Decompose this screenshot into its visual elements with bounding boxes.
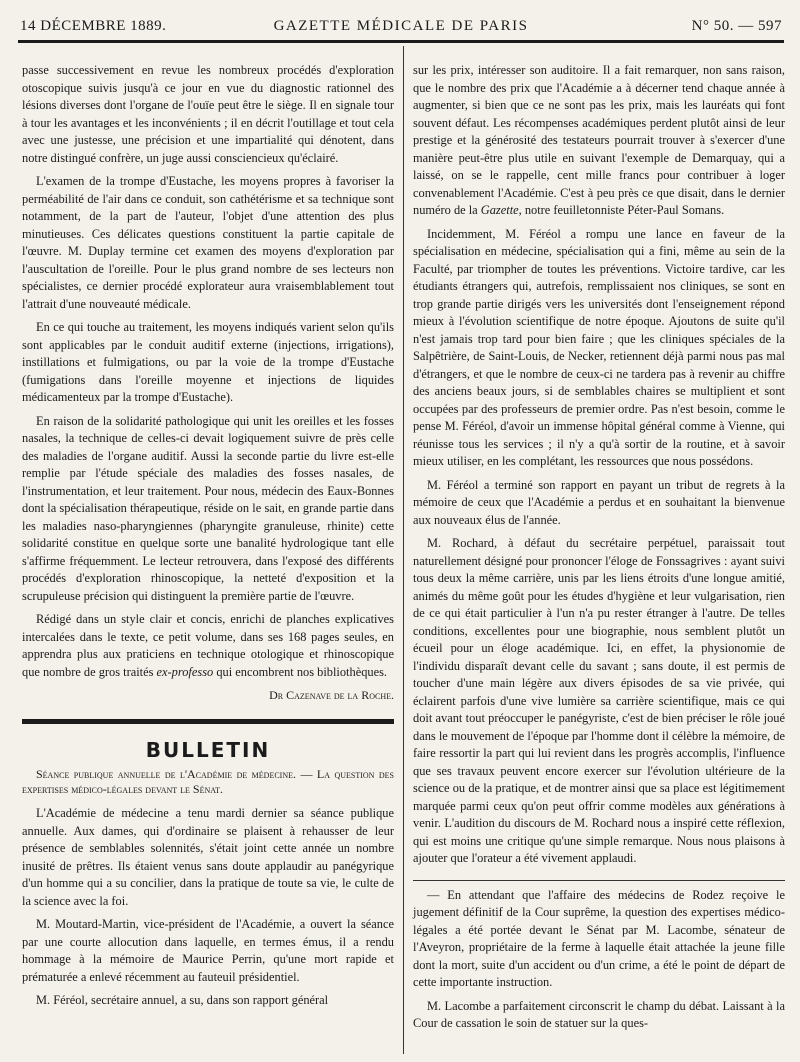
paragraph: M. Rochard, à défaut du secrétaire perpétuel, paraissait tout naturellement désigné pour prononcer l'éloge de Fonssagrives : ayant suivi tous deux la même carrière, unis par les liens étroits d'une longue amitié, animés du même goût pour les études d'hygiène et leur vulgarisation, rien de ce qui était particulier à l'un n'a pu rester étranger à l'autre. De telles conditions, excellentes pour une biographie, nous semblent plutôt un écueil pour un éloge académique. Ici, en effet, la physionomie de l'individu disparaît devant celle du savant ; sans doute, il est permis de toucher d'une main légère aux divers épisodes de sa vie privée, qui éclairent parfois d'une vive lumière sa carrière scientifique, mais ce qui doit avant tout préoccuper le panégyriste, c'est de bien préciser le rôle joué dans le mouvement de l'époque par l'homme dont il célèbre la mémoire, de faire ressortir la part qui lui revient dans les progrès accomplis, l'influence que ses travaux peuvent encore exercer sur l'évolution ultérieure de la science ou de la pratique, et de montrer ainsi que sa place est légitimement marquée parmi ceux qu'on peut offrir comme modèles aux générations à venir. L'audition du discours de M. Rochard nous a inspiré cette réflexion, qui est moins une critique qu'une simple remarque. Nous nous plaisons à ajouter que l'orateur a été vivement applaudi.	[413, 536, 785, 865]
paragraph	[22, 611, 394, 681]
italic-run: Gazette	[480, 203, 519, 217]
section-rule	[22, 719, 394, 724]
author-signature: Dr Cazenave de la Roche.	[269, 688, 394, 702]
page-header	[20, 16, 782, 40]
text-run: , notre feuilletonniste Péter-Paul Somans.	[518, 203, 725, 217]
header-date: 14 DÉCEMBRE 1889.	[20, 18, 167, 34]
paragraph: M. Lacombe a parfaitement circonscrit le champ du débat. Laissant à la Cour de cassation le soin de statuer sur la ques-	[413, 998, 785, 1030]
paragraph	[413, 62, 785, 220]
header-title: GAZETTE MÉDICALE DE PARIS	[273, 18, 529, 34]
paragraph: — En attendant que l'affaire des médecins de Rodez reçoive le jugement définitif de la Cour suprême, la question des expertises médico-légales a été portée devant le Sénat par M. Lacombe, sénateur de l'Aveyron, propriétaire de la ferme à laquelle était attachée la jeune fille dont la mort, suite d'un accident ou d'un crime, a été le point de départ de cette importante instruction.	[413, 887, 785, 989]
text-run: qui encombrent nos bibliothèques.	[213, 664, 388, 679]
paragraph: M. Moutard-Martin, vice-président de l'Académie, a ouvert la séance par une courte allocution dans laquelle, en termes émus, il a rendu hommage à la mémoire de Maurice Perrin, qu'une mort rapide et prématurée a enlevé récemment au fauteuil présidentiel.	[22, 917, 394, 984]
bulletin-subheading: Séance publique annuelle de l'Académie de médecine. — La question des expertises médico-légales devant le Sénat.	[22, 767, 394, 796]
column-divider	[403, 46, 404, 1054]
section-rule	[413, 880, 785, 881]
paragraph: En ce qui touche au traitement, les moyens indiqués varient selon qu'ils sont applicables par le conduit auditif externe (injections, irrigations), instillations et fulmigations, ou par la voie de la trompe d'Eustache (fumigations dans l'oreille moyenne et injections de liquides médicamenteux par la trompe d'Eustache).	[22, 320, 394, 404]
text-run: Rédigé dans un style clair et concis, enrichi de planches explicatives intercalées dans le texte, ce petit volume, dans ses 168 pages seules, en apprendra plus aux praticiens en technique otologique et rhinoscopique que nombre de gros traités	[22, 612, 394, 679]
paragraph: En raison de la solidarité pathologique qui unit les oreilles et les fosses nasales, la technique de celles-ci devait logiquement suivre de près celle des maladies de l'organe auditif. Aussi la seconde partie du livre est-elle remplie par l'étude spéciale des maladies des fosses nasales, de l'instrumentation, et leur traitement. Pour nous, médecin des Eaux-Bonnes dont la spécialisation thérapeutique, réside on le sait, en grande partie dans les maladies naso-pharyngiennes (pharyngite granuleuse, rhinite) cette solidarité constitue en quelque sorte une banalité hydrologique tant elle s'affirme fréquemment. Le lecteur retrouvera, dans l'exposé des différents procédés d'exploration rhinoscopique, la netteté d'exposition et la scrupuleuse précision qui distinguent la première partie de l'œuvre.	[22, 413, 394, 603]
text-run: sur les prix, intéresser son auditoire. Il a fait remarquer, non sans raison, que le nombre des prix que l'Académie a à décerner tend chaque année à augmenter, si bien que ce ne sont pas les prix, mais les lauréats qui font souvent défaut. Les récompenses académiques perdent plutôt ainsi de leur prestige et la générosité des testateurs pourrait trouver à s'exercer d'une manière peut-être plus utile en suivant l'exemple de Demarquay, qui a laissé, on se le rappelle, cent mille francs pour contribuer à loger convenablement l'Académie. C'est à peu près ce que disait, dans le dernier numéro de la	[413, 63, 785, 217]
italic-run: ex-professo	[156, 664, 214, 679]
paragraph: passe successivement en revue les nombreux procédés d'exploration otoscopique suivis jusqu'à ce jour en vue du diagnostic rationnel des lésions diverses dont l'organe de l'ouïe peut être le siège. Il en signale tour à tour les avantages et les inconvénients ; il en décrit l'outillage et tout cela avec une justesse, une précision et une impartialité qui dénotent, dans notre distingué confrère, un juge aussi consciencieux qu'éclairé.	[22, 63, 394, 165]
paragraph: L'Académie de médecine a tenu mardi dernier sa séance publique annuelle. Aux dames, qui d'ordinaire se plaisent à rehausser de leur présence de semblables solennités, s'était joint cette année un nombre inusité de prêtres. Ils étaient venus sans doute applaudir au panégyrique d'un homme qui a su concilier, dans la pratique de toute sa vie, le culte de la science avec la foi.	[22, 806, 394, 908]
left-column	[22, 62, 394, 1016]
paragraph: M. Féréol a terminé son rapport en payant un tribut de regrets à la mémoire de ceux que l'Académie a perdus et en souhaitant la bienvenue aux nouveaux élus de l'année.	[413, 477, 785, 527]
header-page-number: N° 50. — 597	[691, 18, 782, 34]
paragraph: Incidemment, M. Féréol a rompu une lance en faveur de la spécialisation en médecine, spécialisation qui a fini, même au sein de la Faculté, par triompher de toutes les préventions. Victoire tardive, car les étudiants étrangers qui, autrefois, remplissaient nos cliniques, se sont en trop grande partie dirigés vers les universités dont l'enseignement répond mieux à l'évolution scientifique de notre époque. Ajoutons de suite qu'il n'est jamais trop tard pour bien faire ; que les cliniques spéciales de la Salpêtrière, de Saint-Louis, de Necker, retiennent déjà parmi nous pas mal d'étrangers, et que le nombre de ceux-ci ne tardera pas à revenir au chiffre des anciens beaux jours, si de semblables chaires se multiplient et sont occupées par des professeurs de premier ordre. Pas n'est besoin, comme le pense M. Féréol, d'avoir un immense hôpital général comme à Vienne, qui réunisse tous les services ; il n'y a qu'à sortir de la routine, et à savoir mieux utiliser, en les complétant, les ressources que nous possédons.	[413, 226, 785, 468]
header-rule	[18, 40, 784, 43]
bulletin-heading: BULLETIN	[145, 737, 271, 762]
paragraph: L'examen de la trompe d'Eustache, les moyens propres à favoriser la perméabilité de l'air dans ce conduit, son cathétérisme et sa technique sont notamment, de la part de l'auteur, l'objet d'une attention des plus minutieuses. Ces délicates questions constituent la partie capitale de l'œuvre. M. Duplay termine cet examen des moyens d'exploration par l'auscultation de l'oreille. Pour le plus grand nombre de ses lecteurs non spécialistes, ce dernier procédé explorateur aura vraisemblablement tout l'attrait d'une nouveauté médicale.	[22, 174, 394, 311]
paragraph: M. Féréol, secrétaire annuel, a su, dans son rapport général	[36, 993, 329, 1007]
right-column	[413, 62, 785, 1039]
